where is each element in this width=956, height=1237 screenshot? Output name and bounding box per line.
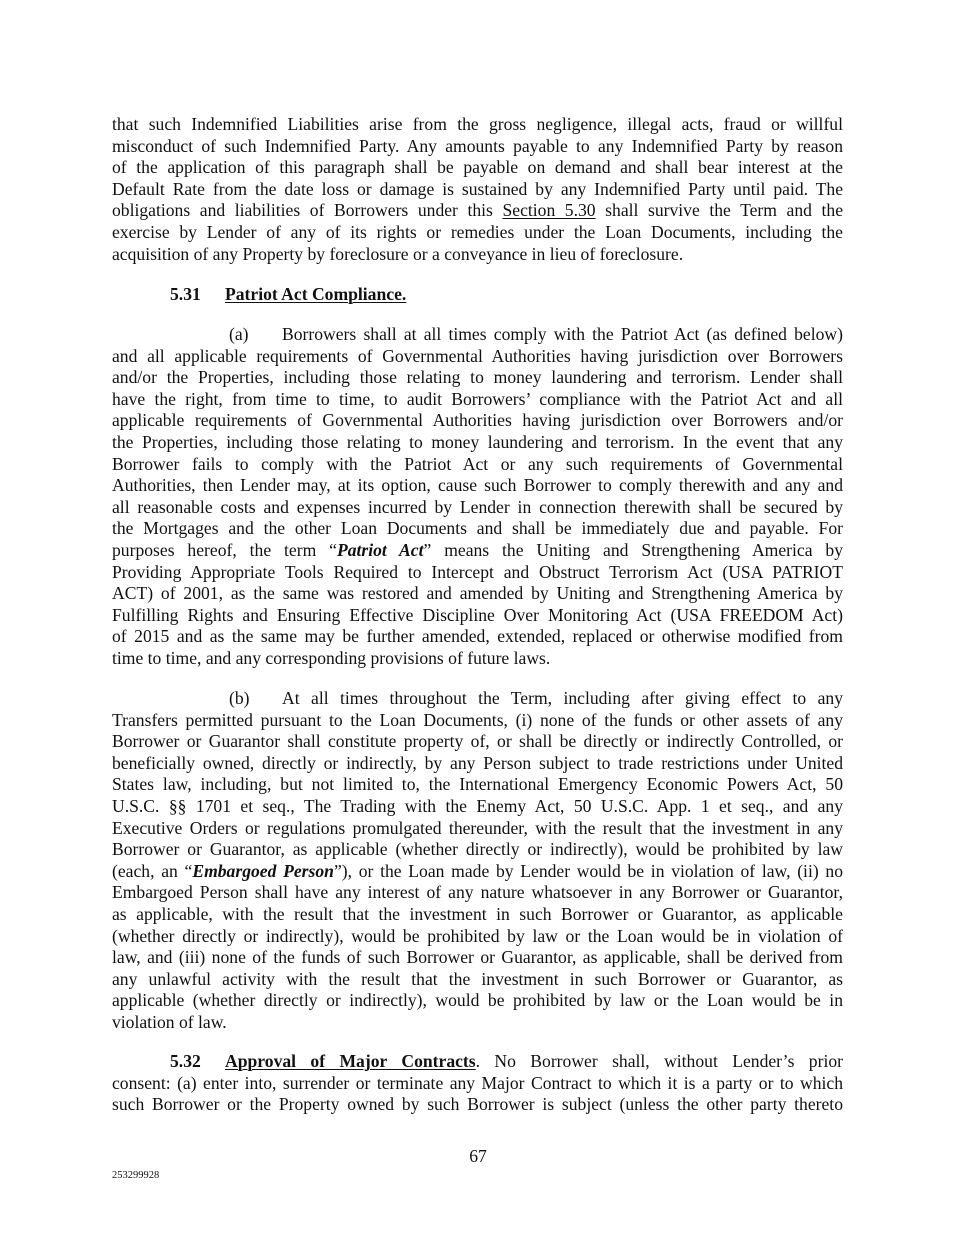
text-line: all reasonable costs and expenses incurred by Lender in connection therewith shall be secured by [112,496,843,517]
text-line: time to time, and any corresponding provisions of future laws. [112,648,551,668]
text-line: consent: (a) enter into, surrender or terminate any Major Contract to which it is a party or to which [112,1072,843,1093]
text-span: ” means the Uniting and Strengthening America by [423,540,843,560]
text-line: as applicable, with the result that the investment in such Borrower or Guarantor, as applicable [112,904,843,924]
text-span: purposes hereof, the term “ [112,540,337,560]
page-number: 67 [469,1146,487,1166]
text-line: Executive Orders or regulations promulgated thereunder, with the result that the investment in any [112,817,843,838]
text-line [225,1051,843,1073]
section-number: 5.32 [170,1051,201,1071]
defined-term: Patriot Act [336,540,424,560]
text-line: and/or the Properties, including those relating to money laundering and terrorism. Lender shall [112,367,843,388]
text-line: Fulfilling Rights and Ensuring Effective Discipline Over Monitoring Act (USA FREEDOM Act) [112,604,843,625]
section-title: Patriot Act Compliance. [225,284,407,304]
text-line: States law, including, but not limited to, the International Emergency Economic Powers Act, 50 [112,774,843,795]
text-line [112,861,843,883]
text-line: have the right, from time to time, to audit Borrowers’ compliance with the Patriot Act and all [112,388,843,409]
text-span: shall survive the Term and the [595,200,843,221]
text-line: of the application of this paragraph shall be payable on demand and shall bear interest at the [112,157,843,178]
text-line: and all applicable requirements of Governmental Authorities having jurisdiction over Borrowers [112,345,843,366]
text-line: of 2015 and as the same may be further amended, extended, replaced or otherwise modified from [112,626,843,647]
text-line: Borrower or Guarantor, as applicable (whether directly or indirectly), would be prohibited by law [112,839,843,860]
text-line: ACT) of 2001, as the same was restored and amended by Uniting and Strengthening America by [112,583,843,604]
text-line: (whether directly or indirectly), would be prohibited by law or the Loan would be in violation of [112,925,843,946]
text-line: that such Indemnified Liabilities arise from the gross negligence, illegal acts, fraud or willful [112,114,843,134]
text-line: Borrower or Guarantor shall constitute property of, or shall be directly or indirectly Controlled, or [112,731,843,752]
text-line: misconduct of such Indemnified Party. Any amounts payable to any Indemnified Party by reason [112,135,843,156]
text-line: the Properties, including those relating to money laundering and terrorism. In the event that any [112,432,843,452]
text-line: Transfers permitted pursuant to the Loan Documents, (i) none of the funds or other assets of any [112,709,843,730]
text-line: Providing Appropriate Tools Required to Intercept and Obstruct Terrorism Act (USA PATRIOT [112,561,843,582]
section-number: 5.31 [170,284,201,304]
text-line: Default Rate from the date loss or damage is sustained by any Indemnified Party until paid. The [112,178,843,199]
text-line: beneficially owned, directly or indirectly, by any Person subject to trade restrictions under United [112,752,843,773]
text-line [112,200,843,222]
text-line: Borrower fails to comply with the Patriot Act or any such requirements of Governmental [112,453,843,474]
text-span: obligations and liabilities of Borrowers under this [112,200,503,221]
text-line: applicable (whether directly or indirectly), would be prohibited by law or the Loan would be in [112,990,843,1011]
text-line: such Borrower or the Property owned by such Borrower is subject (unless the other party thereto [112,1094,843,1115]
text-span: . No Borrower shall, without Lender’s prior [475,1051,843,1071]
section-reference-link[interactable]: Section 5.30 [502,200,596,221]
text-span: (each, an “ [112,860,193,881]
text-line: acquisition of any Property by foreclosure or a conveyance in lieu of foreclosure. [112,243,684,264]
defined-term: Embargoed Person [192,860,334,881]
text-line: Borrowers shall at all times comply with the Patriot Act (as defined below) [282,324,843,344]
paragraph-label: (a) [229,324,249,344]
text-line [112,540,843,562]
text-line: At all times throughout the Term, including after giving effect to any [282,688,843,708]
text-line: law, and (iii) none of the funds of such Borrower or Guarantor, as applicable, shall be derived from [112,947,843,968]
paragraph-label: (b) [229,688,250,708]
text-line: the Mortgages and the other Loan Documents and shall be immediately due and payable. For [112,518,843,539]
text-span: ”), or the Loan made by Lender would be in violation of law, (ii) no [333,860,843,881]
document-id: 253299928 [112,1170,160,1181]
text-line: exercise by Lender of any of its rights or remedies under the Loan Documents, including the [112,222,843,242]
text-line: Authorities, then Lender may, at its option, cause such Borrower to comply therewith and any and [112,475,843,496]
section-title: Approval of Major Contracts [225,1051,476,1071]
text-line: violation of law. [112,1012,227,1032]
text-line: applicable requirements of Governmental Authorities having jurisdiction over Borrowers and/or [112,410,843,431]
text-line: any unlawful activity with the result that the investment in such Borrower or Guarantor, as [112,968,843,989]
text-line: U.S.C. §§ 1701 et seq., The Trading with the Enemy Act, 50 U.S.C. App. 1 et seq., and any [112,796,843,816]
text-line: Embargoed Person shall have any interest of any nature whatsoever in any Borrower or Guarantor, [112,882,843,903]
